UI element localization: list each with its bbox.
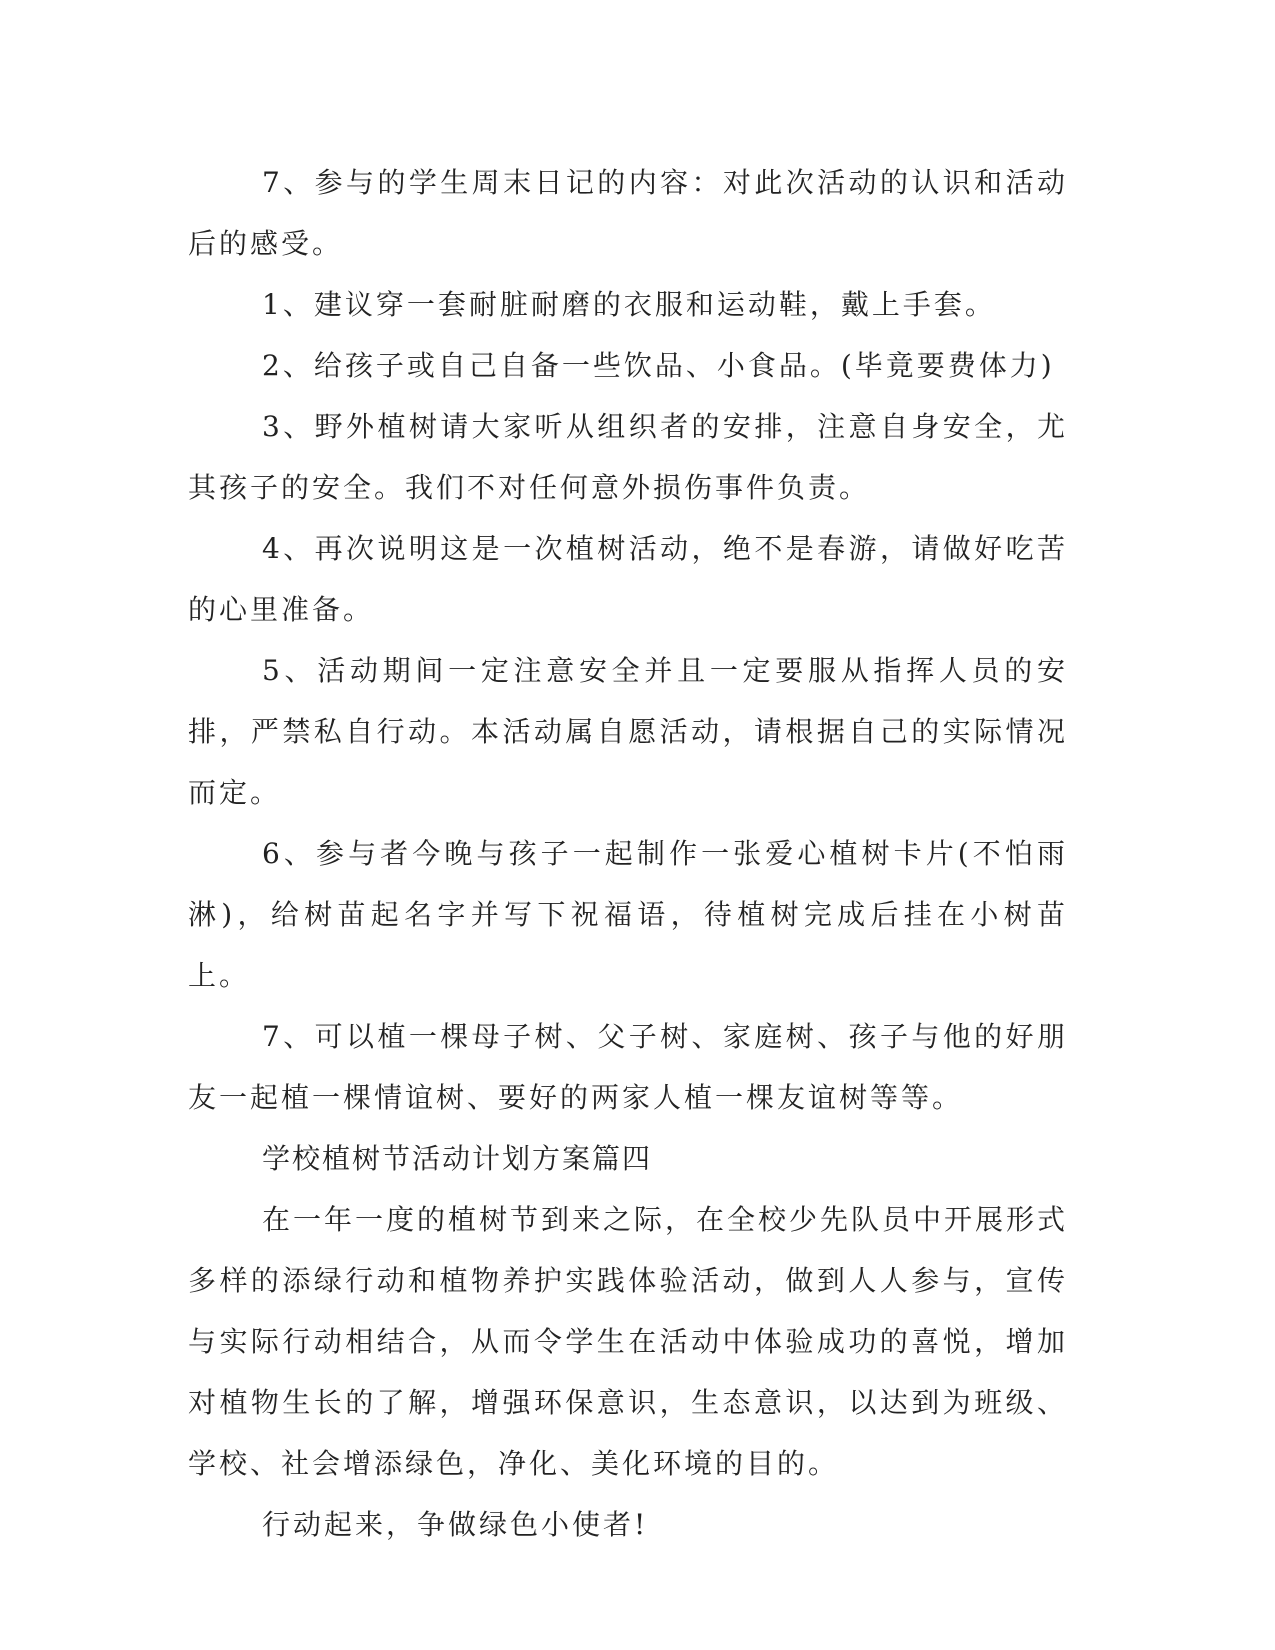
paragraph-call-to-action: 行动起来，争做绿色小使者! — [262, 1508, 649, 1541]
paragraph-activity-purpose: 在一年一度的植树节到来之际，在全校少先队员中开展形式多样的添绿行动和植物养护实践体验活动，做到人人参与，宣传与实际行动相结合，从而令学生在活动中体验成功的喜悦，增加对植物生长的了解，增强环保意识，生态意识，以达到为班级、学校、社会增添绿色，净化、美化环境的目的。 — [188, 1203, 1069, 1480]
paragraph-food-advice: 2、给孩子或自己自备一些饮品、小食品。(毕竟要费体力) — [262, 349, 1055, 382]
paragraph-not-spring-outing: 4、再次说明这是一次植树活动，绝不是春游，请做好吃苦的心里准备。 — [188, 532, 1068, 626]
paragraph-tree-types: 7、可以植一棵母子树、父子树、家庭树、孩子与他的好朋友一起植一棵情谊树、要好的两家人植一棵友谊树等等。 — [188, 1020, 1068, 1114]
paragraph-safety-notice: 3、野外植树请大家听从组织者的安排，注意自身安全，尤其孩子的安全。我们不对任何意外损伤事件负责。 — [188, 410, 1068, 504]
paragraph-diary-content: 7、参与的学生周末日记的内容：对此次活动的认识和活动后的感受。 — [188, 166, 1068, 260]
section-title: 学校植树节活动计划方案篇四 — [262, 1142, 653, 1175]
paragraph-clothing-advice: 1、建议穿一套耐脏耐磨的衣服和运动鞋，戴上手套。 — [262, 288, 996, 321]
document-body — [188, 152, 1068, 1555]
paragraph-tree-card: 6、参与者今晚与孩子一起制作一张爱心植树卡片(不怕雨淋)，给树苗起名字并写下祝福语，待植树完成后挂在小树苗上。 — [188, 837, 1068, 992]
paragraph-follow-instructions: 5、活动期间一定注意安全并且一定要服从指挥人员的安排，严禁私自行动。本活动属自愿活动，请根据自己的实际情况而定。 — [188, 654, 1068, 809]
